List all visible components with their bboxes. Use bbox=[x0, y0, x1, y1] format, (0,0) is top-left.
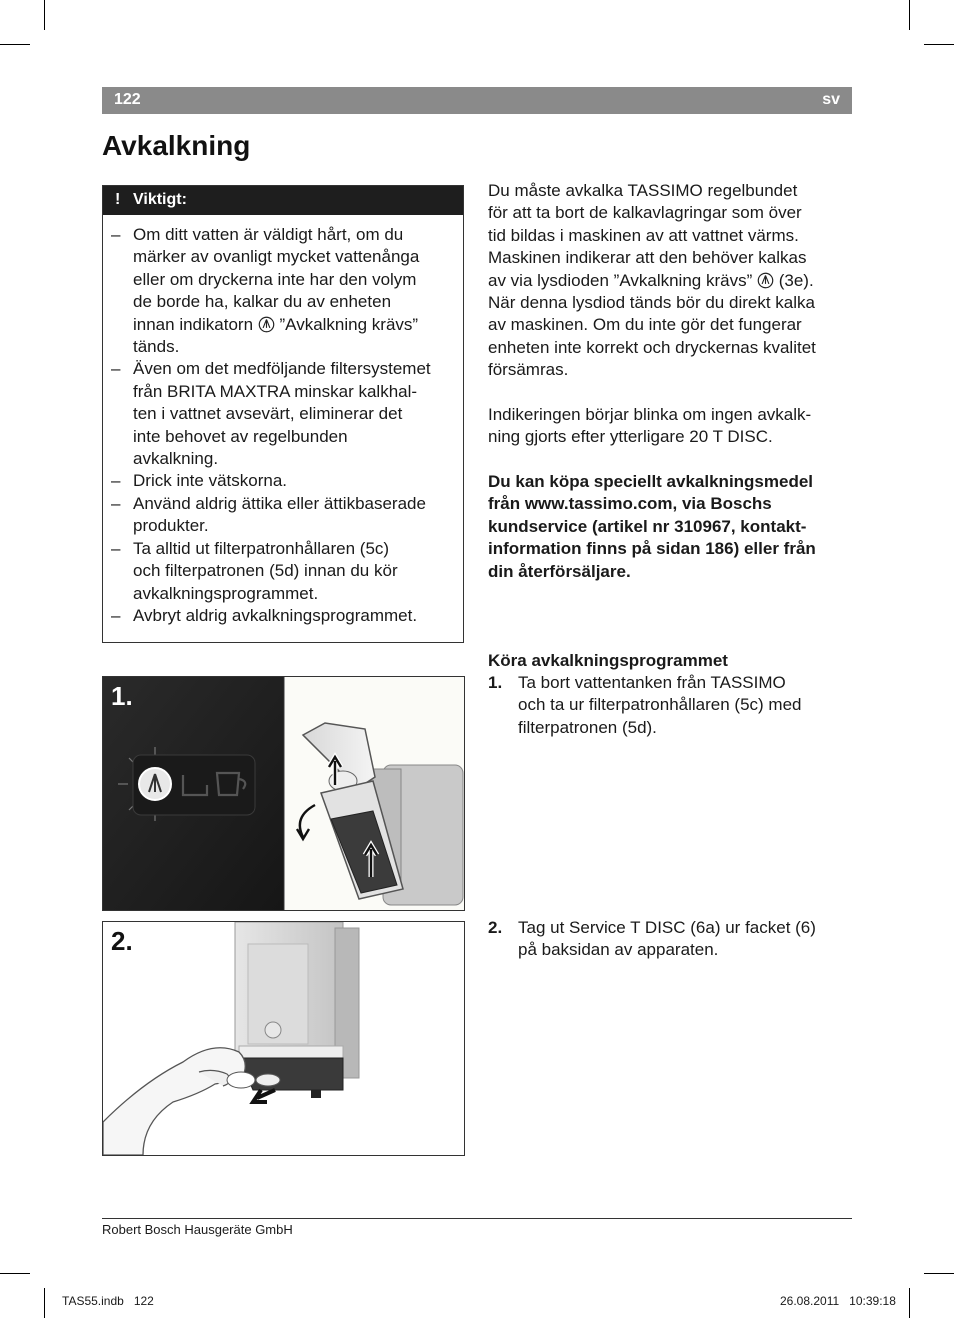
exclamation-icon: ! bbox=[115, 191, 121, 208]
print-slug-date: 26.08.2011 10:39:18 bbox=[780, 1294, 896, 1308]
page-header-bar bbox=[102, 87, 852, 114]
intro-paragraph-2: Indikeringen börjar blinka om ingen avkalk- ning gjorts efter ytterligare 20 T DISC. bbox=[488, 405, 812, 447]
page-title: Avkalkning bbox=[102, 130, 251, 161]
descale-indicator-icon bbox=[757, 272, 774, 289]
crop-mark bbox=[924, 1273, 954, 1274]
footer-divider bbox=[102, 1218, 852, 1219]
crop-mark bbox=[44, 0, 45, 30]
intro-paragraph-3: Du kan köpa speciellt avkalkningsmedel från www.tassimo.com, via Boschs kundservice (artikel nr 310967, kontakt- information finns på sidan 186) eller från din återförsäljare. bbox=[488, 472, 816, 581]
program-heading: Köra avkalkningsprogrammet bbox=[488, 651, 728, 670]
list-item: – Ta alltid ut filterpatronhållaren (5c) och filterpatronen (5d) innan du kör avkalkningsprogrammet. bbox=[111, 538, 398, 603]
figure-1-label: 1. bbox=[111, 681, 133, 711]
list-item: – Avbryt aldrig avkalkningsprogrammet. bbox=[111, 605, 418, 625]
notice-list bbox=[111, 224, 459, 627]
list-item: – Använd aldrig ättika eller ättikbaserade produkter. bbox=[111, 493, 426, 536]
notice-heading: Viktigt: bbox=[133, 191, 187, 208]
page-number: 122 bbox=[114, 91, 141, 108]
language-code: sv bbox=[822, 91, 840, 108]
figure-2-illustration bbox=[103, 922, 464, 1155]
footer-company: Robert Bosch Hausgeräte GmbH bbox=[102, 1222, 293, 1237]
crop-mark bbox=[44, 1288, 45, 1318]
figure-2 bbox=[102, 921, 465, 1156]
list-item: – Även om det medföljande filtersystemet från BRITA MAXTRA minskar kalkhal- ten i vattnet avsevärt, eliminerar det inte behovet av regelbunden avkalkning. bbox=[111, 359, 431, 469]
intro-paragraph-1: Du måste avkalka TASSIMO regelbundet för att ta bort de kalkavlagringar som över tid bildas i maskinen av att vattnet värms. Maskinen indikerar att den behöver kalkas av via lysdioden ”Avkalkning krävs” (3e). När denna lysdiod tänds bör du direkt kalka av maskinen. Om du inte gör det fungerar enheten inte korrekt och dryckernas kvalitet försämras. bbox=[488, 181, 816, 380]
crop-mark bbox=[0, 44, 30, 45]
notice-header bbox=[103, 186, 463, 215]
list-item: – Drick inte vätskorna. bbox=[111, 471, 287, 491]
figure-1-illustration bbox=[103, 677, 464, 910]
crop-mark bbox=[909, 0, 910, 30]
crop-mark bbox=[909, 1288, 910, 1318]
list-item: – Om ditt vatten är väldigt hårt, om du märker av ovanligt mycket vattenånga eller om dryckerna inte har den volym de borde ha, kalkar du av enheten innan indikatorn ”Avkalkning krävs” tänds. bbox=[111, 225, 420, 357]
figure-1 bbox=[102, 676, 465, 911]
crop-mark bbox=[924, 44, 954, 45]
figure-2-label: 2. bbox=[111, 926, 133, 956]
crop-mark bbox=[0, 1273, 30, 1274]
descale-indicator-icon bbox=[258, 316, 275, 333]
print-slug-file: TAS55.indb 122 bbox=[62, 1294, 154, 1308]
important-notice-box bbox=[102, 185, 464, 643]
